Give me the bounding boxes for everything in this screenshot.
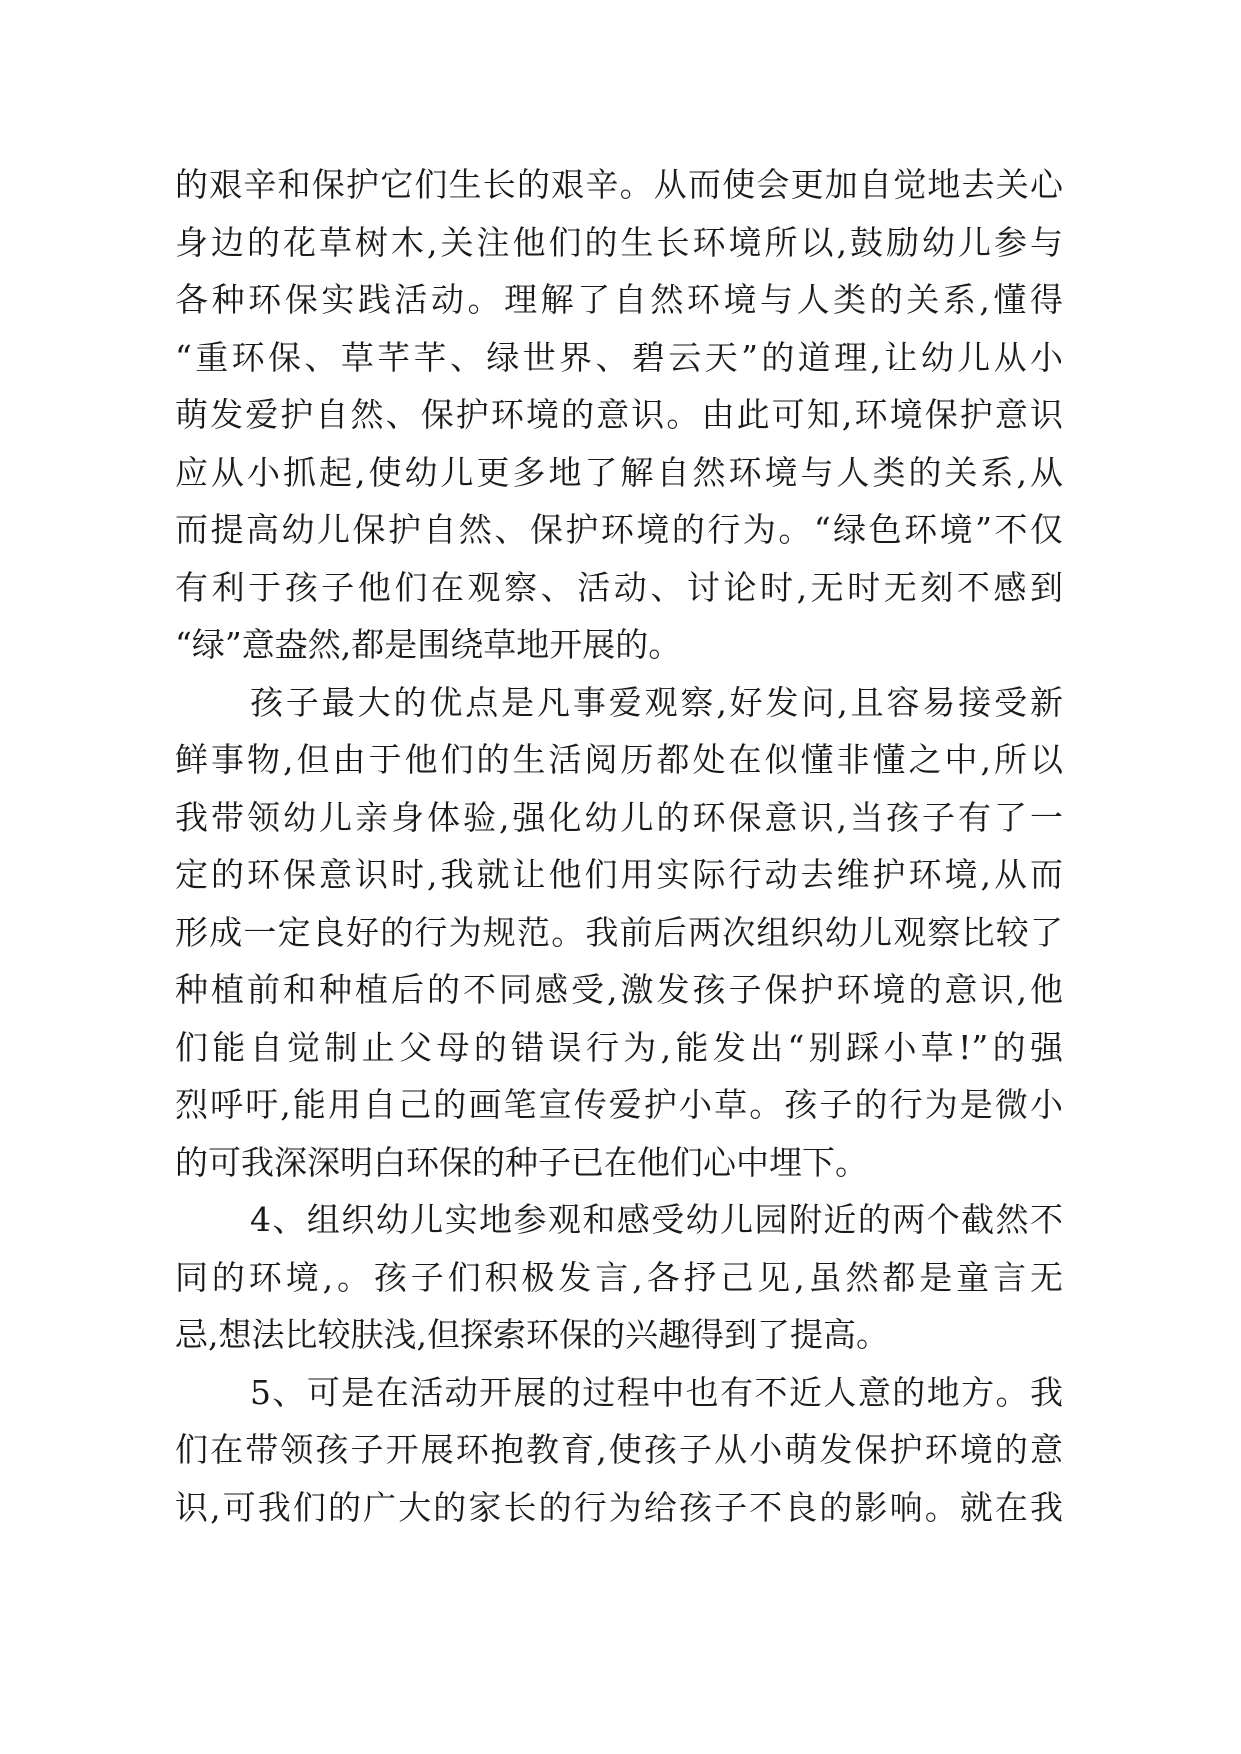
text-line: “绿”意盎然,都是围绕草地开展的。 [175,625,682,664]
text-line: 忌,想法比较肤浅,但探索环保的兴趣得到了提高。 [175,1315,889,1354]
text-line: 定的环保意识时,我就让他们用实际行动去维护环境,从而 [175,855,1063,894]
text-line: 的艰辛和保护它们生长的艰辛。从而使会更加自觉地去关心 [175,165,1063,204]
text-line: 孩子最大的优点是凡事爱观察,好发问,且容易接受新 [250,682,1063,722]
text-line: 身边的花草树木,关注他们的生长环境所以,鼓励幼儿参与 [175,222,1063,262]
text-line: 形成一定良好的行为规范。我前后两次组织幼儿观察比较了 [175,912,1063,952]
text-line: 各种环保实践活动。理解了自然环境与人类的关系,懂得 [175,280,1063,319]
text-line: 识,可我们的广大的家长的行为给孩子不良的影响。就在我 [175,1487,1063,1527]
text-line: 同的环境,。孩子们积极发言,各抒己见,虽然都是童言无 [175,1257,1063,1297]
text-line: 而提高幼儿保护自然、保护环境的行为。“绿色环境”不仅 [175,510,1063,549]
text-line: 应从小抓起,使幼儿更多地了解自然环境与人类的关系,从 [175,452,1063,492]
text-line: 有利于孩子他们在观察、活动、讨论时,无时无刻不感到 [175,567,1063,607]
text-line: “重环保、草芊芊、绿世界、碧云天”的道理,让幼儿从小 [175,337,1063,377]
text-line: 们在带领孩子开展环抱教育,使孩子从小萌发保护环境的意 [175,1430,1063,1469]
document-text-body [175,156,1063,1536]
text-line: 鲜事物,但由于他们的生活阅历都处在似懂非懂之中,所以 [175,740,1063,779]
text-line: 的可我深深明白环保的种子已在他们心中埋下。 [175,1142,868,1182]
text-line: 烈呼吁,能用自己的画笔宣传爱护小草。孩子的行为是微小 [175,1085,1063,1124]
text-line: 萌发爱护自然、保护环境的意识。由此可知,环境保护意识 [175,395,1063,434]
text-line: 5、可是在活动开展的过程中也有不近人意的地方。我 [250,1372,1063,1412]
text-line: 我带领幼儿亲身体验,强化幼儿的环保意识,当孩子有了一 [175,797,1063,837]
text-line: 种植前和种植后的不同感受,激发孩子保护环境的意识,他 [175,970,1063,1009]
text-line: 们能自觉制止父母的错误行为,能发出“别踩小草!”的强 [175,1027,1063,1067]
text-line: 4、组织幼儿实地参观和感受幼儿园附近的两个截然不 [250,1200,1063,1239]
